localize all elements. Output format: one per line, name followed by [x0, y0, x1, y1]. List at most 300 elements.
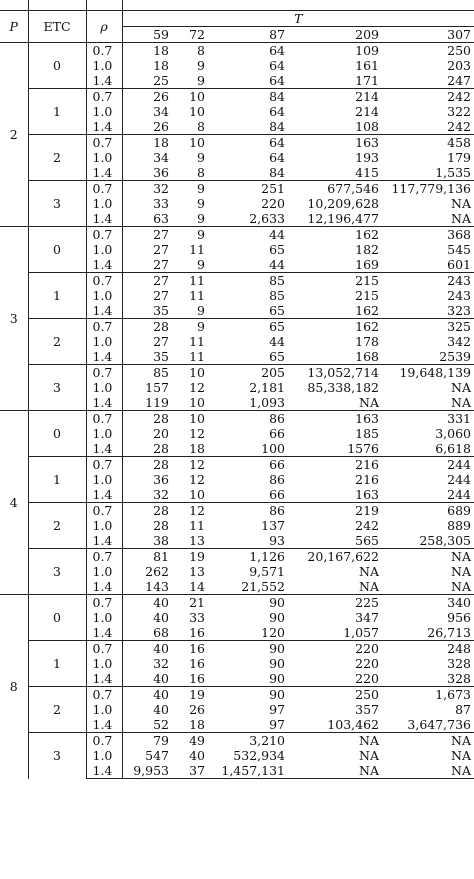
value-cell: 119	[145, 395, 169, 410]
value-cell: 11	[189, 349, 205, 364]
rho-cell: 1.4	[86, 441, 122, 457]
etc-value-cell: 3	[28, 733, 86, 779]
value-cell: 26	[189, 702, 205, 717]
rho-cell: 0.7	[86, 595, 122, 611]
value-cell: 90	[269, 656, 285, 671]
rho-cell: 1.4	[86, 395, 122, 411]
value-cell: 85	[208, 273, 288, 289]
value-cell: 19,648,139	[382, 365, 474, 381]
value-cell: 100	[261, 441, 285, 456]
rho-cell: 1.4	[86, 303, 122, 319]
value-cell: 35	[153, 349, 169, 364]
value-cell: 36	[153, 472, 169, 487]
rho-cell: 1.0	[86, 288, 122, 303]
value-cell: 44	[208, 227, 288, 243]
rho-cell: 1.0	[86, 242, 122, 257]
value-cell: 251	[208, 181, 288, 197]
rho-cell: 1.0	[86, 748, 122, 763]
value-cell: 162	[288, 227, 382, 243]
value-cell: 26	[153, 119, 169, 134]
value-cell: 323	[447, 303, 472, 318]
rho-cell: 1.0	[86, 518, 122, 533]
value-cell: 85,338,182	[307, 380, 379, 395]
value-cell: NA	[382, 763, 474, 779]
value-cell: 16	[189, 656, 205, 671]
value-cell: 18	[122, 43, 172, 59]
rho-cell: 1.0	[86, 150, 122, 165]
value-cell: NA	[382, 549, 474, 565]
value-cell: 40	[153, 671, 169, 686]
value-cell: 8	[172, 43, 208, 59]
value-cell: 120	[261, 625, 285, 640]
rho-cell: 1.0	[86, 610, 122, 625]
table-row	[0, 135, 474, 151]
rho-cell: 0.7	[86, 503, 122, 519]
value-cell: 9	[197, 303, 205, 318]
rho-cell: 1.4	[86, 717, 122, 733]
rho-cell: 1.0	[86, 702, 122, 717]
table-body	[0, 43, 474, 779]
etc-value-cell: 1	[28, 457, 86, 503]
value-cell: 225	[288, 595, 382, 611]
value-cell: 243	[382, 273, 474, 289]
value-cell: 28	[122, 503, 172, 519]
value-cell: NA	[359, 579, 379, 594]
rho-cell: 0.7	[86, 135, 122, 151]
etc-value-cell: 2	[28, 503, 86, 549]
value-cell: 10	[172, 365, 208, 381]
value-cell: 185	[355, 426, 379, 441]
rho-cell: 1.4	[86, 487, 122, 503]
value-cell: 168	[355, 349, 379, 364]
table-row	[0, 411, 474, 427]
value-cell: 9	[197, 150, 205, 165]
value-cell: 49	[172, 733, 208, 749]
value-cell: 65	[269, 242, 285, 257]
value-cell: 40	[122, 687, 172, 703]
rho-cell: 0.7	[86, 687, 122, 703]
value-cell: 44	[269, 257, 285, 272]
value-cell: 169	[355, 257, 379, 272]
value-cell: 216	[288, 457, 382, 473]
value-cell: 1,673	[382, 687, 474, 703]
value-cell: 956	[447, 610, 472, 625]
value-cell: 34	[153, 104, 169, 119]
rho-cell: 0.7	[86, 457, 122, 473]
value-cell: 14	[189, 579, 205, 594]
table-row	[0, 641, 474, 657]
rho-cell: 1.0	[86, 472, 122, 487]
value-cell: 216	[355, 472, 379, 487]
value-cell: 20	[153, 426, 169, 441]
etc-value-cell: 3	[28, 365, 86, 411]
value-cell: 26	[122, 89, 172, 105]
etc-value-cell: 0	[28, 595, 86, 641]
rho-cell: 1.4	[86, 625, 122, 641]
value-cell: 28	[153, 441, 169, 456]
table-row	[0, 227, 474, 243]
value-cell: 19	[172, 687, 208, 703]
etc-value-cell: 0	[28, 411, 86, 457]
value-cell: 86	[269, 472, 285, 487]
table-row	[0, 549, 474, 565]
t-value-87: 87	[208, 27, 288, 43]
rho-cell: 1.4	[86, 533, 122, 549]
rho-cell: 1.4	[86, 763, 122, 779]
value-cell: 117,779,136	[382, 181, 474, 197]
value-cell: 6,618	[435, 441, 472, 456]
value-cell: 532,934	[233, 748, 285, 763]
value-cell: 220	[288, 641, 382, 657]
value-cell: 32	[153, 487, 169, 502]
value-cell: 325	[382, 319, 474, 335]
value-cell: 328	[447, 671, 472, 686]
value-cell: 64	[208, 43, 288, 59]
value-cell: 27	[153, 288, 169, 303]
value-cell: 1,457,131	[208, 763, 288, 779]
value-cell: 68	[153, 625, 169, 640]
value-cell: 64	[208, 135, 288, 151]
value-cell: 36	[153, 165, 169, 180]
value-cell: 162	[355, 303, 379, 318]
value-cell: 9	[197, 58, 205, 73]
col-header-p: P	[0, 11, 28, 43]
value-cell: 242	[382, 89, 474, 105]
value-cell: 40	[153, 610, 169, 625]
value-cell: 9	[172, 181, 208, 197]
value-cell: 8	[197, 119, 205, 134]
value-cell: 28	[122, 457, 172, 473]
value-cell: 342	[447, 334, 472, 349]
col-header-etc: ETC	[28, 11, 86, 43]
value-cell: 244	[382, 457, 474, 473]
etc-value-cell: 1	[28, 89, 86, 135]
value-cell: 18	[153, 58, 169, 73]
value-cell: 1,057	[343, 625, 379, 640]
value-cell: 65	[269, 349, 285, 364]
t-value-59: 59	[122, 27, 172, 43]
table-row	[0, 733, 474, 749]
rho-cell: 1.0	[86, 564, 122, 579]
value-cell: 137	[261, 518, 285, 533]
value-cell: 9	[197, 196, 205, 211]
value-cell: 27	[122, 273, 172, 289]
value-cell: 12	[189, 380, 205, 395]
value-cell: 13,052,714	[288, 365, 382, 381]
value-cell: 1,535	[435, 165, 472, 180]
value-cell: 601	[447, 257, 472, 272]
value-cell: 182	[355, 242, 379, 257]
value-cell: 97	[269, 717, 285, 732]
value-cell: 64	[269, 150, 285, 165]
value-cell: 90	[208, 687, 288, 703]
value-cell: 242	[447, 119, 472, 134]
value-cell: NA	[451, 579, 472, 594]
value-cell: 220	[261, 196, 285, 211]
value-cell: 90	[208, 641, 288, 657]
value-cell: 66	[269, 487, 285, 502]
value-cell: 243	[447, 288, 472, 303]
value-cell: 10	[172, 135, 208, 151]
value-cell: 248	[382, 641, 474, 657]
value-cell: 2539	[439, 349, 472, 364]
value-cell: 247	[447, 73, 472, 88]
etc-value-cell: 1	[28, 641, 86, 687]
value-cell: 32	[153, 656, 169, 671]
value-cell: 143	[145, 579, 169, 594]
value-cell: 10	[189, 487, 205, 502]
value-cell: 27	[153, 242, 169, 257]
value-cell: 32	[122, 181, 172, 197]
value-cell: 10	[172, 89, 208, 105]
value-cell: NA	[451, 748, 472, 763]
value-cell: 25	[153, 73, 169, 88]
value-cell: 3,647,736	[407, 717, 472, 732]
value-cell: 64	[269, 58, 285, 73]
value-cell: 40	[122, 595, 172, 611]
value-cell: 84	[269, 165, 285, 180]
value-cell: 3,210	[208, 733, 288, 749]
value-cell: 18	[122, 135, 172, 151]
value-cell: 250	[288, 687, 382, 703]
value-cell: 9,571	[249, 564, 285, 579]
value-cell: 10	[189, 395, 205, 410]
value-cell: 28	[153, 518, 169, 533]
value-cell: 64	[269, 73, 285, 88]
rho-cell: 1.0	[86, 380, 122, 395]
col-header-t: T	[122, 11, 474, 27]
value-cell: 90	[269, 610, 285, 625]
value-cell: 203	[447, 58, 472, 73]
value-cell: 33	[153, 196, 169, 211]
value-cell: 35	[153, 303, 169, 318]
value-cell: 12	[172, 457, 208, 473]
value-cell: 163	[288, 411, 382, 427]
table-row	[0, 273, 474, 289]
rho-cell: 1.4	[86, 119, 122, 135]
table-row	[0, 43, 474, 59]
etc-value-cell: 2	[28, 135, 86, 181]
value-cell: 215	[288, 273, 382, 289]
value-cell: 28	[122, 411, 172, 427]
table-row	[0, 89, 474, 105]
value-cell: 162	[288, 319, 382, 335]
value-cell: 20,167,622	[288, 549, 382, 565]
value-cell: 215	[355, 288, 379, 303]
rho-cell: 1.0	[86, 426, 122, 441]
etc-value-cell: 3	[28, 549, 86, 595]
value-cell: 12,196,477	[307, 211, 379, 226]
etc-value-cell: 0	[28, 43, 86, 89]
value-cell: 357	[355, 702, 379, 717]
value-cell: 40	[122, 641, 172, 657]
value-cell: 214	[288, 89, 382, 105]
value-cell: 157	[145, 380, 169, 395]
value-cell: 65	[208, 319, 288, 335]
value-cell: 415	[355, 165, 379, 180]
value-cell: 347	[355, 610, 379, 625]
value-cell: 3,060	[435, 426, 472, 441]
value-cell: 889	[447, 518, 472, 533]
value-cell: 12	[172, 503, 208, 519]
value-cell: 547	[145, 748, 169, 763]
rho-cell: 0.7	[86, 181, 122, 197]
value-cell: 86	[208, 411, 288, 427]
value-cell: 171	[355, 73, 379, 88]
value-cell: 220	[355, 656, 379, 671]
rho-cell: 0.7	[86, 411, 122, 427]
value-cell: NA	[359, 748, 379, 763]
value-cell: 93	[269, 533, 285, 548]
value-cell: 178	[355, 334, 379, 349]
value-cell: 214	[355, 104, 379, 119]
value-cell: 340	[382, 595, 474, 611]
value-cell: 18	[189, 717, 205, 732]
rho-cell: 0.7	[86, 227, 122, 243]
value-cell: 63	[153, 211, 169, 226]
value-cell: 9	[172, 227, 208, 243]
value-cell: 163	[288, 135, 382, 151]
etc-value-cell: 1	[28, 273, 86, 319]
value-cell: 10,209,628	[307, 196, 379, 211]
value-cell: 2,633	[249, 211, 285, 226]
value-cell: 66	[269, 426, 285, 441]
rho-cell: 0.7	[86, 733, 122, 749]
value-cell: 10	[172, 411, 208, 427]
rho-cell: 0.7	[86, 549, 122, 565]
rho-cell: 1.0	[86, 104, 122, 119]
value-cell: 8	[197, 165, 205, 180]
value-cell: 2,181	[249, 380, 285, 395]
rho-cell: 0.7	[86, 319, 122, 335]
value-cell: 16	[189, 625, 205, 640]
value-cell: NA	[382, 733, 474, 749]
value-cell: 40	[189, 748, 205, 763]
table-row	[0, 365, 474, 381]
rho-cell: 1.4	[86, 349, 122, 365]
value-cell: 262	[145, 564, 169, 579]
value-cell: 193	[355, 150, 379, 165]
value-cell: 13	[189, 533, 205, 548]
value-cell: 28	[122, 319, 172, 335]
top-clipped-rule	[0, 0, 474, 11]
value-cell: 79	[122, 733, 172, 749]
rho-cell: 0.7	[86, 43, 122, 59]
value-cell: NA	[451, 196, 472, 211]
value-cell: 1,126	[208, 549, 288, 565]
value-cell: 109	[288, 43, 382, 59]
rho-cell: 1.0	[86, 58, 122, 73]
rho-cell: 0.7	[86, 641, 122, 657]
value-cell: 34	[153, 150, 169, 165]
value-cell: 64	[269, 104, 285, 119]
value-cell: NA	[288, 763, 382, 779]
t-value-72: 72	[172, 27, 208, 43]
value-cell: 565	[355, 533, 379, 548]
value-cell: 1,093	[249, 395, 285, 410]
value-cell: 90	[269, 671, 285, 686]
etc-value-cell: 2	[28, 319, 86, 365]
value-cell: 103,462	[327, 717, 379, 732]
value-cell: 12	[189, 472, 205, 487]
table-row	[0, 595, 474, 611]
rho-cell: 1.4	[86, 211, 122, 227]
value-cell: NA	[288, 733, 382, 749]
table-row	[0, 457, 474, 473]
value-cell: 84	[269, 119, 285, 134]
rho-cell: 1.0	[86, 196, 122, 211]
value-cell: 10	[189, 104, 205, 119]
value-cell: 179	[447, 150, 472, 165]
value-cell: NA	[359, 564, 379, 579]
value-cell: 244	[447, 472, 472, 487]
value-cell: 18	[189, 441, 205, 456]
value-cell: 322	[447, 104, 472, 119]
value-cell: NA	[451, 564, 472, 579]
value-cell: 13	[189, 564, 205, 579]
value-cell: 85	[122, 365, 172, 381]
p-value-cell: 2	[0, 43, 28, 227]
value-cell: 250	[382, 43, 474, 59]
value-cell: NA	[359, 395, 379, 410]
table-row	[0, 319, 474, 335]
value-cell: 677,546	[288, 181, 382, 197]
value-cell: 161	[355, 58, 379, 73]
value-cell: 242	[355, 518, 379, 533]
etc-value-cell: 3	[28, 181, 86, 227]
value-cell: 26,713	[427, 625, 472, 640]
value-cell: 85	[269, 288, 285, 303]
value-cell: 328	[447, 656, 472, 671]
value-cell: 258,305	[419, 533, 472, 548]
value-cell: 11	[189, 242, 205, 257]
col-header-rho: ρ	[86, 11, 122, 43]
value-cell: 84	[208, 89, 288, 105]
etc-value-cell: 2	[28, 687, 86, 733]
value-cell: 331	[382, 411, 474, 427]
value-cell: 97	[269, 702, 285, 717]
value-cell: 86	[208, 503, 288, 519]
value-cell: 689	[382, 503, 474, 519]
value-cell: 11	[189, 518, 205, 533]
value-cell: 66	[208, 457, 288, 473]
value-cell: 9	[197, 73, 205, 88]
value-cell: 1576	[347, 441, 379, 456]
value-cell: 9	[172, 319, 208, 335]
value-cell: 37	[172, 763, 208, 779]
value-cell: 205	[208, 365, 288, 381]
value-cell: 21	[172, 595, 208, 611]
table-row	[0, 687, 474, 703]
value-cell: 108	[355, 119, 379, 134]
value-cell: 65	[269, 303, 285, 318]
table-row	[0, 181, 474, 197]
value-cell: 27	[153, 257, 169, 272]
rho-cell: 1.4	[86, 165, 122, 181]
value-cell: 12	[189, 426, 205, 441]
value-cell: 9,953	[122, 763, 172, 779]
value-cell: 38	[153, 533, 169, 548]
value-cell: 21,552	[241, 579, 285, 594]
rho-cell: 1.0	[86, 334, 122, 349]
rho-cell: 1.4	[86, 73, 122, 89]
p-value-cell: 4	[0, 411, 28, 595]
value-cell: 368	[382, 227, 474, 243]
value-cell: 19	[172, 549, 208, 565]
value-cell: 27	[153, 334, 169, 349]
value-cell: NA	[451, 380, 472, 395]
value-cell: 81	[122, 549, 172, 565]
